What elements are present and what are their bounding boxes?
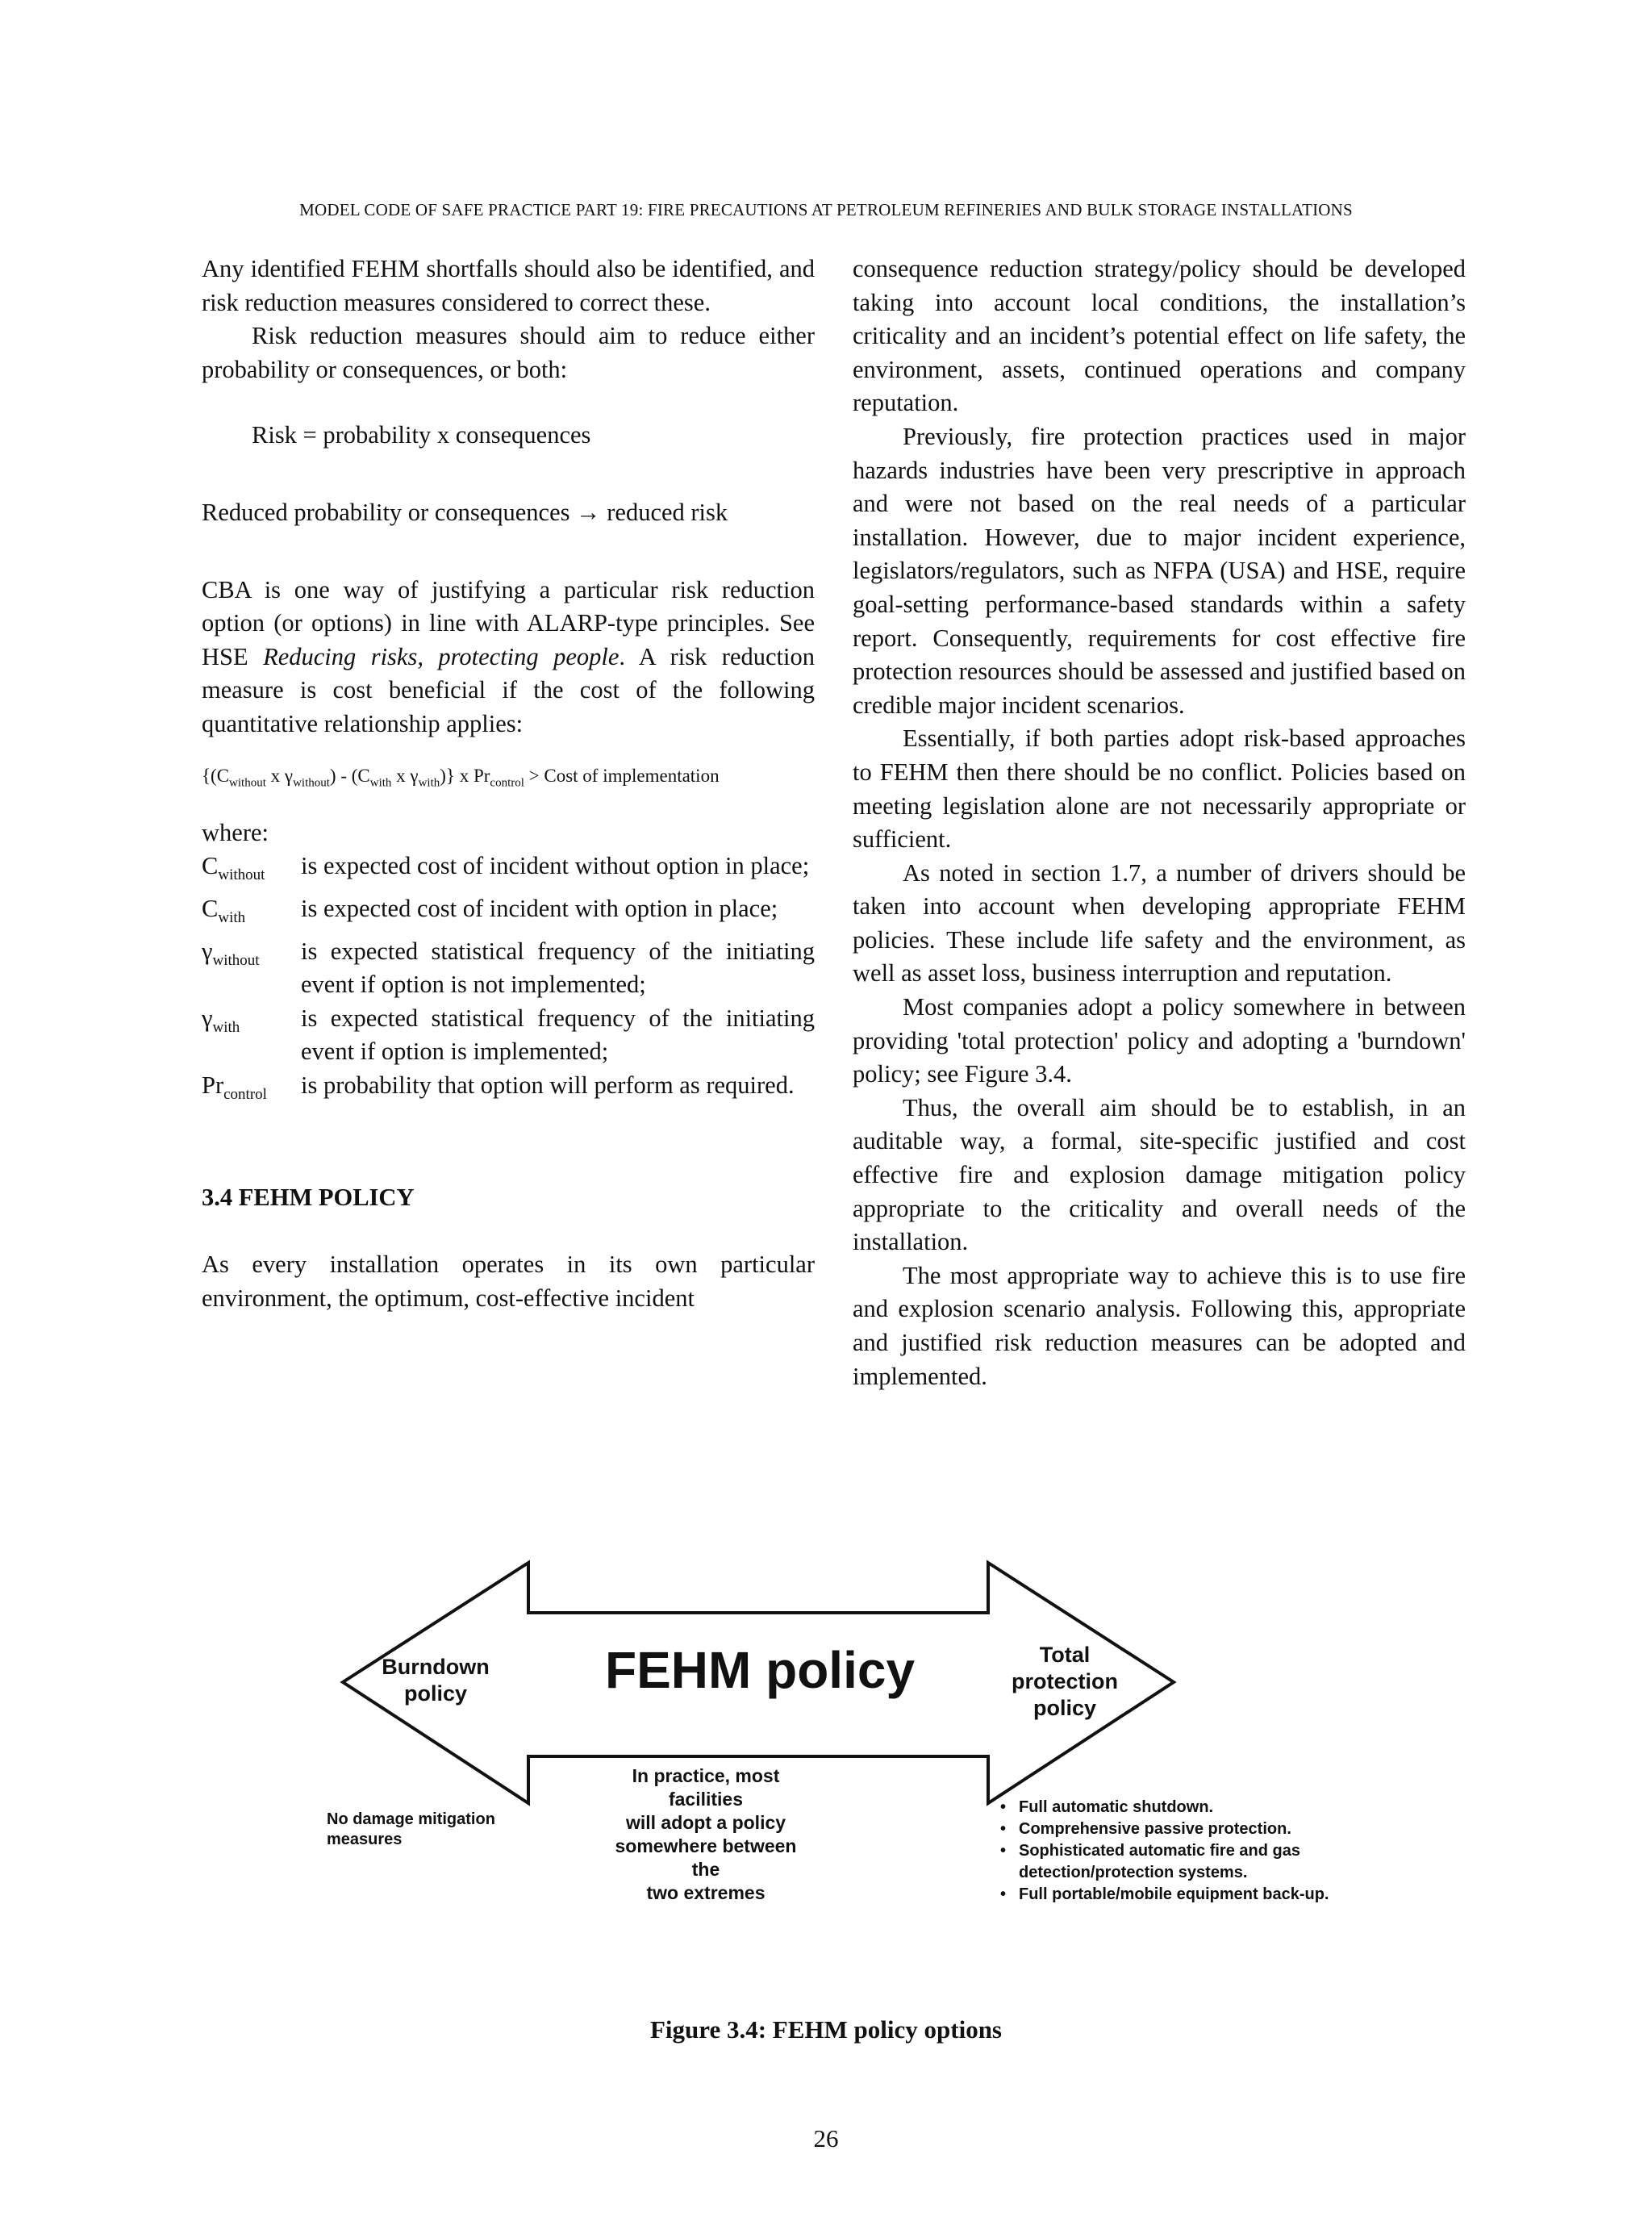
paragraph: Previously, fire protection practices used in major hazards industries have been very prescriptive in approach and were not based on the real needs of a particular installation. However, due to major incident experience, legislators/regulators, such as NFPA (USA) and HSE, require goal-setting performance-based standards within a safety report. Consequently, requirements for cost effective fire protection resources should be assessed and justified based on credible major incident scenarios. (853, 422, 1466, 719)
spacer (202, 530, 815, 574)
total-protection-policy-label: Total protection policy (1012, 1643, 1118, 1720)
definition-text: is expected cost of incident without option in place; (301, 852, 810, 880)
spacer (202, 386, 815, 419)
equation-reduced-risk: Reduced probability or consequences → reduced risk (202, 498, 728, 526)
paragraph: Essentially, if both parties adopt risk-based approaches to FEHM then there should be no conflict. Policies based on meeting legislation alone are not necessarily appropriate or sufficient. (853, 724, 1466, 854)
no-damage-note: No damage mitigation measures (327, 1810, 495, 1848)
bullet-item: • Full automatic shutdown. (999, 1797, 1354, 1818)
definition-row (202, 892, 815, 935)
spacer (202, 1214, 815, 1248)
paragraph: As every installation operates in its own particular environment, the optimum, cost-effective incident (202, 1251, 815, 1312)
definition-row (202, 1002, 815, 1069)
paragraph: As noted in section 1.7, a number of drivers should be taken into account when developing appropriate FEHM policies. These include life safety and the environment, as well as asset loss, business interruption and reputation. (853, 858, 1466, 987)
publication-title: Reducing risks, protecting people (263, 642, 620, 670)
definition-row (202, 935, 815, 1002)
definition-symbol: $Pr_{control}$ (202, 1071, 267, 1104)
cost-benefit-formula: {($C_{without}$ x $\gamma_{without}) - (C_{with}$ x $\gamma_{with}$)} x $Pr_{control}$ > Cost of implementation (202, 765, 720, 790)
middle-note: In practice, most facilities will adopt a policy somewhere between the two extremes (615, 1765, 797, 1903)
burndown-policy-label: Burndown policy (382, 1655, 490, 1706)
right-column (853, 253, 1466, 1393)
paragraph: Risk reduction measures should aim to reduce either probability or consequences, or both: (202, 322, 815, 383)
total-protection-bullets (999, 1797, 1354, 1906)
definition-text: is probability that option will perform as required. (301, 1071, 795, 1100)
definition-text: is expected statistical frequency of the initiating event if option is not implemented; (301, 937, 815, 999)
definition-row (202, 1069, 815, 1112)
definition-symbol: $\gamma_{with}$ (202, 1004, 240, 1036)
paragraph (202, 574, 815, 741)
definition-symbol: $\gamma_{without}$ (202, 937, 260, 969)
paragraph: Most companies adopt a policy somewhere in between providing 'total protection' policy and adopting a 'burndown' policy; see Figure 3.4. (853, 993, 1466, 1088)
left-column (202, 253, 815, 1316)
equation-risk: Risk = probability x consequences (252, 421, 591, 449)
bullet-item: • Full portable/mobile equipment back-up. (999, 1884, 1354, 1906)
bullet-item: • Sophisticated automatic fire and gas detection/protection systems. (999, 1840, 1354, 1884)
paragraph: Any identified FEHM shortfalls should also be identified, and risk reduction measures considered to correct these. (202, 255, 815, 316)
paragraph: Thus, the overall aim should be to establish, in an auditable way, a formal, site-specific justified and cost effective fire and explosion damage mitigation policy appropriate to the criticality and overall needs of the installation. (853, 1093, 1466, 1256)
definition-symbol: $C_{with}$ (202, 895, 246, 927)
figure-title: FEHM policy (605, 1641, 916, 1699)
definition-text: is expected cost of incident with option in place; (301, 895, 778, 922)
paragraph: The most appropriate way to achieve this is to use fire and explosion scenario analysis. Following this, appropriate and justified risk reduction measures can be adopted and implemented. (853, 1261, 1466, 1390)
spacer (202, 800, 815, 816)
definition-text: is expected statistical frequency of the initiating event if option is implemented; (301, 1004, 815, 1066)
section-heading: 3.4 FEHM POLICY (202, 1183, 415, 1211)
spacer (202, 1112, 815, 1181)
definition-row (202, 850, 815, 892)
text-run: . A risk reduction measure is cost beneficial if the cost of the following quantitative relationship applies: (202, 642, 815, 737)
text-run: CBA is one way of justifying a particular risk reduction option (or options) in line with ALARP-type principles. See HSE (202, 575, 815, 670)
page-number: 26 (813, 2124, 839, 2152)
spacer (202, 741, 815, 759)
bullet-item: • Comprehensive passive protection. (999, 1818, 1354, 1840)
where-label: where: (202, 818, 269, 846)
running-header: MODEL CODE OF SAFE PRACTICE PART 19: FIRE PRECAUTIONS AT PETROLEUM REFINERIES AND BULK STORAGE INSTALLATIONS (299, 200, 1353, 219)
definition-symbol: $C_{without}$ (202, 852, 265, 884)
spacer (202, 453, 815, 496)
paragraph: consequence reduction strategy/policy should be developed taking into account local conditions, the installation’s criticality and an incident’s potential effect on life safety, the environment, assets, continued operations and company reputation. (853, 255, 1466, 417)
figure-fehm-policy (323, 1553, 1355, 1932)
figure-caption: Figure 3.4: FEHM policy options (649, 2015, 1002, 2044)
